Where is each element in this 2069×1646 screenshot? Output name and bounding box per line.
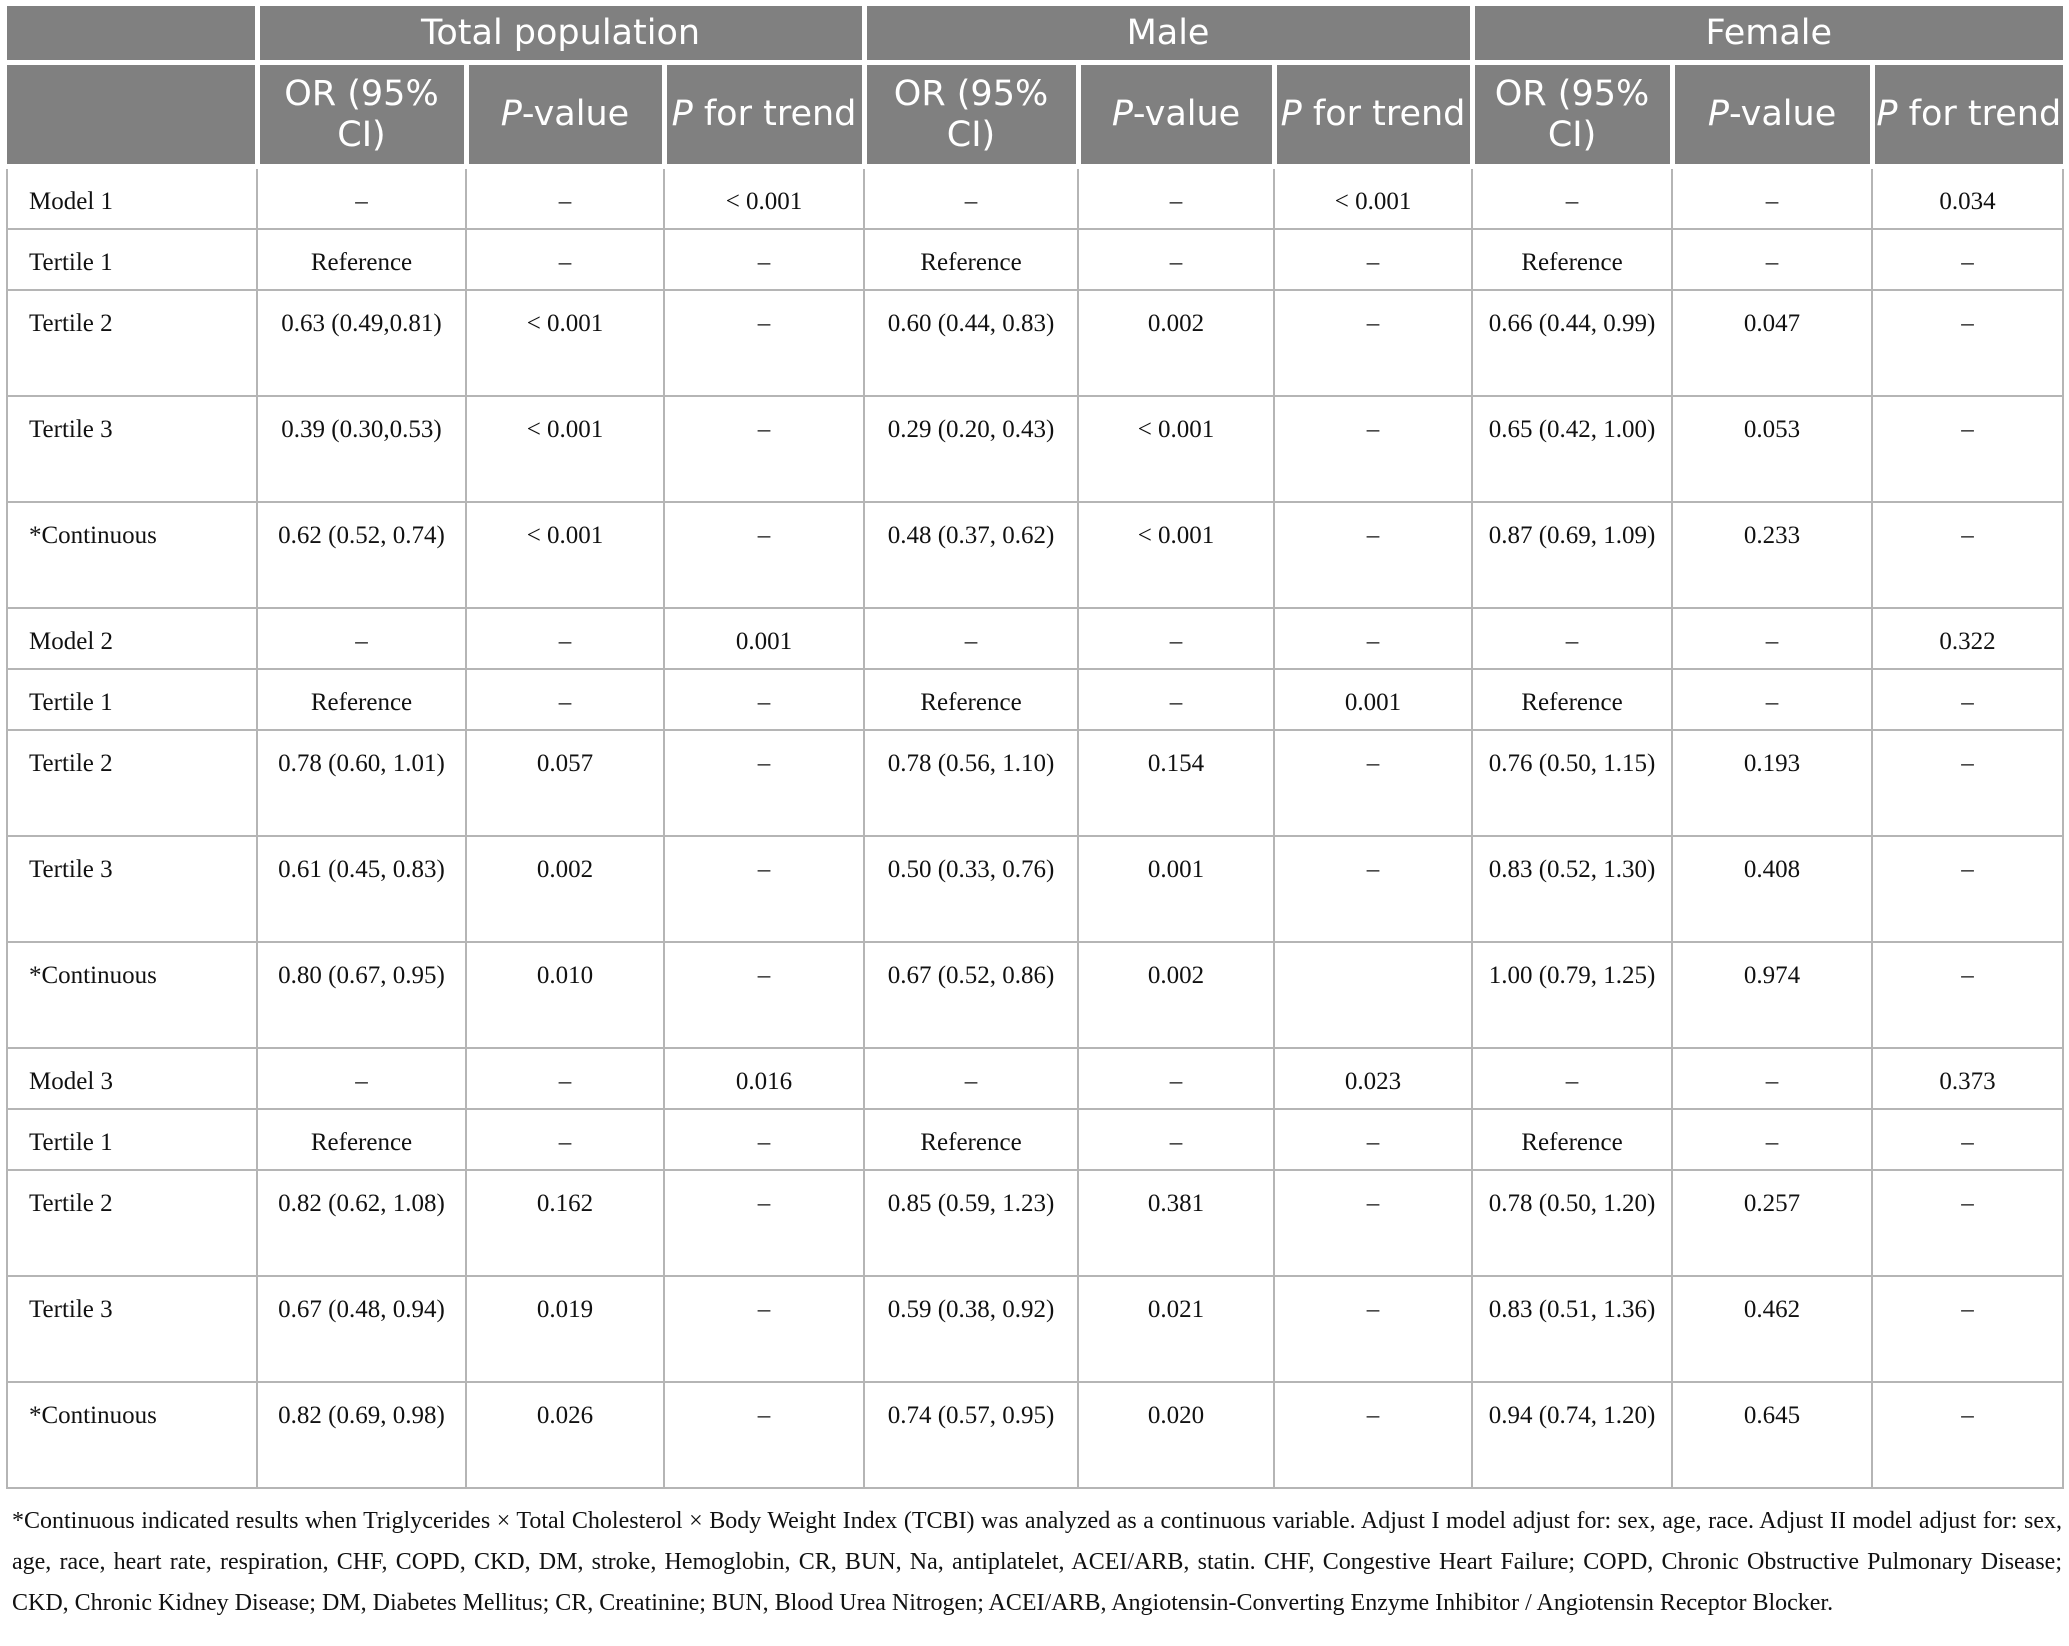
table-cell: 0.002: [466, 836, 664, 942]
table-cell: 0.74 (0.57, 0.95): [864, 1382, 1078, 1488]
table-cell: –: [1274, 229, 1472, 290]
subheader-row: [7, 63, 2063, 167]
table-cell: –: [664, 836, 864, 942]
table-cell: 0.974: [1672, 942, 1872, 1048]
subheader-line: OR (95%: [1494, 73, 1650, 114]
table-cell: –: [664, 502, 864, 608]
table-cell: –: [1872, 396, 2063, 502]
table-body: [7, 167, 2063, 1489]
table-cell: 0.047: [1672, 290, 1872, 396]
table-cell: –: [466, 608, 664, 669]
table-cell: 0.48 (0.37, 0.62): [864, 502, 1078, 608]
table-cell: –: [1274, 836, 1472, 942]
table-cell: 0.023: [1274, 1048, 1472, 1109]
table-cell: < 0.001: [1078, 502, 1274, 608]
subheader-line: CI): [946, 114, 996, 155]
table-cell: 0.010: [466, 942, 664, 1048]
table-cell: 0.82 (0.62, 1.08): [257, 1170, 466, 1276]
header-corner: [7, 6, 257, 63]
table-cell: –: [1472, 167, 1672, 230]
table-cell: 0.59 (0.38, 0.92): [864, 1276, 1078, 1382]
table-row: [7, 229, 2063, 290]
table-cell: 0.83 (0.51, 1.36): [1472, 1276, 1672, 1382]
subheader-p-value-1: [1078, 63, 1274, 167]
table-row: [7, 290, 2063, 396]
table-cell: 0.462: [1672, 1276, 1872, 1382]
table-row: [7, 836, 2063, 942]
table-cell: –: [1078, 1109, 1274, 1170]
subheader-rest: -value: [521, 94, 630, 134]
table-cell: –: [1274, 396, 1472, 502]
table-cell: 0.85 (0.59, 1.23): [864, 1170, 1078, 1276]
table-cell: –: [1872, 1170, 2063, 1276]
table-row: [7, 1048, 2063, 1109]
table-cell: Reference: [257, 669, 466, 730]
table-cell: –: [1472, 1048, 1672, 1109]
subheader-p-value-0: [466, 63, 664, 167]
group-header-female: Female: [1472, 6, 2063, 63]
table-cell: 0.322: [1872, 608, 2063, 669]
row-label: Model 3: [7, 1048, 257, 1109]
table-cell: 0.373: [1872, 1048, 2063, 1109]
table-cell: –: [664, 396, 864, 502]
row-label: Model 1: [7, 167, 257, 230]
row-label: Tertile 3: [7, 836, 257, 942]
table-cell: –: [1872, 730, 2063, 836]
table-cell: –: [1672, 608, 1872, 669]
table-cell: < 0.001: [466, 502, 664, 608]
table-cell: –: [664, 1109, 864, 1170]
subheader-rest: for trend: [1897, 94, 2062, 134]
table-cell: Reference: [1472, 1109, 1672, 1170]
table-footnote: *Continuous indicated results when Triglycerides × Total Cholesterol × Body Weight Index (TCBI) was analyzed as a continuous variable. Adjust I model adjust for: sex, age, race. Adjust II model adjust for: sex, age, race, heart rate, respiration, CHF, COPD, CKD, DM, stroke, Hemoglobin, CR, BUN, Na, antiplatelet, ACEI/ARB, statin. CHF, Congestive Heart Failure; COPD, Chronic Obstructive Pulmonary Disease; CKD, Chronic Kidney Disease; DM, Diabetes Mellitus; CR, Creatinine; BUN, Blood Urea Nitrogen; ACEI/ARB, Angiotensin-Converting Enzyme Inhibitor / Angiotensin Receptor Blocker.: [12, 1508, 2062, 1616]
table-cell: –: [1274, 502, 1472, 608]
table-cell: –: [664, 942, 864, 1048]
table-cell: –: [1078, 229, 1274, 290]
row-label: Tertile 1: [7, 669, 257, 730]
table-cell: Reference: [1472, 669, 1672, 730]
subheader-italic-p: P: [500, 94, 522, 134]
table-cell: 0.019: [466, 1276, 664, 1382]
table-cell: –: [1872, 942, 2063, 1048]
subheader-italic-p: P: [1280, 94, 1302, 134]
table-cell: –: [1872, 1382, 2063, 1488]
table-cell: 0.034: [1872, 167, 2063, 230]
table-cell: 0.50 (0.33, 0.76): [864, 836, 1078, 942]
table-cell: –: [864, 1048, 1078, 1109]
table-cell: 0.66 (0.44, 0.99): [1472, 290, 1672, 396]
row-label: Tertile 2: [7, 730, 257, 836]
row-label: Tertile 1: [7, 229, 257, 290]
subheader-or-ci-0: [257, 63, 466, 167]
table-cell: < 0.001: [1274, 167, 1472, 230]
table-cell: –: [1274, 730, 1472, 836]
subheader-or-ci-2: [1472, 63, 1672, 167]
table-cell: 0.67 (0.48, 0.94): [257, 1276, 466, 1382]
table-cell: –: [864, 167, 1078, 230]
table-cell: 0.62 (0.52, 0.74): [257, 502, 466, 608]
table-row: [7, 396, 2063, 502]
table-cell: 0.78 (0.56, 1.10): [864, 730, 1078, 836]
row-label: Tertile 2: [7, 1170, 257, 1276]
subheader-italic-p: P: [1876, 94, 1898, 134]
table-cell: 0.001: [1274, 669, 1472, 730]
table-cell: Reference: [864, 1109, 1078, 1170]
table-cell: 0.61 (0.45, 0.83): [257, 836, 466, 942]
table-cell: < 0.001: [664, 167, 864, 230]
table-cell: 0.63 (0.49,0.81): [257, 290, 466, 396]
table-cell: –: [864, 608, 1078, 669]
subheader-line: CI): [1547, 114, 1597, 155]
table-cell: –: [466, 167, 664, 230]
table-cell: –: [664, 669, 864, 730]
subheader-italic-p: P: [1707, 94, 1729, 134]
table-cell: –: [664, 1170, 864, 1276]
table-cell: 0.78 (0.50, 1.20): [1472, 1170, 1672, 1276]
table-cell: –: [1078, 608, 1274, 669]
row-label: *Continuous: [7, 942, 257, 1048]
table-cell: Reference: [257, 1109, 466, 1170]
table-cell: Reference: [1472, 229, 1672, 290]
table-cell: –: [1672, 1109, 1872, 1170]
table-cell: 0.29 (0.20, 0.43): [864, 396, 1078, 502]
table-cell: < 0.001: [466, 396, 664, 502]
table-row: [7, 167, 2063, 230]
table-cell: 0.67 (0.52, 0.86): [864, 942, 1078, 1048]
table-cell: –: [1274, 1170, 1472, 1276]
table-cell: 0.78 (0.60, 1.01): [257, 730, 466, 836]
table-cell: Reference: [864, 669, 1078, 730]
table-container: [6, 6, 2062, 1489]
table-cell: –: [257, 167, 466, 230]
group-header-total: Total population: [257, 6, 864, 63]
table-cell: –: [1274, 290, 1472, 396]
row-label: Model 2: [7, 608, 257, 669]
table-cell: 0.83 (0.52, 1.30): [1472, 836, 1672, 942]
table-cell: –: [1672, 669, 1872, 730]
subheader-corner: [7, 63, 257, 167]
table-cell: –: [664, 290, 864, 396]
table-cell: 0.162: [466, 1170, 664, 1276]
table-cell: –: [1672, 167, 1872, 230]
table-cell: [1274, 942, 1472, 1048]
table-cell: 1.00 (0.79, 1.25): [1472, 942, 1672, 1048]
table-cell: –: [1872, 669, 2063, 730]
table-cell: Reference: [257, 229, 466, 290]
subheader-rest: -value: [1132, 94, 1241, 134]
table-cell: 0.80 (0.67, 0.95): [257, 942, 466, 1048]
table-cell: 0.002: [1078, 942, 1274, 1048]
table-cell: –: [1274, 1276, 1472, 1382]
table-cell: –: [1672, 1048, 1872, 1109]
table-cell: 0.053: [1672, 396, 1872, 502]
subheader-italic-p: P: [1111, 94, 1133, 134]
table-row: [7, 1109, 2063, 1170]
table-cell: –: [1078, 167, 1274, 230]
subheader-rest: for trend: [692, 94, 857, 134]
table-cell: 0.65 (0.42, 1.00): [1472, 396, 1672, 502]
table-header: [7, 6, 2063, 167]
table-cell: –: [1872, 502, 2063, 608]
table-cell: 0.016: [664, 1048, 864, 1109]
row-label: *Continuous: [7, 1382, 257, 1488]
table-row: [7, 608, 2063, 669]
table-cell: –: [1872, 1276, 2063, 1382]
table-cell: –: [466, 669, 664, 730]
row-label: *Continuous: [7, 502, 257, 608]
table-cell: 0.257: [1672, 1170, 1872, 1276]
table-cell: 0.87 (0.69, 1.09): [1472, 502, 1672, 608]
table-cell: –: [1274, 608, 1472, 669]
subheader-or-ci-1: [864, 63, 1078, 167]
table-cell: 0.001: [664, 608, 864, 669]
subheader-p-value-2: [1672, 63, 1872, 167]
table-cell: 0.193: [1672, 730, 1872, 836]
table-cell: –: [664, 1382, 864, 1488]
table-cell: –: [664, 1276, 864, 1382]
row-label: Tertile 2: [7, 290, 257, 396]
table-cell: 0.057: [466, 730, 664, 836]
table-cell: –: [1672, 229, 1872, 290]
row-label: Tertile 3: [7, 396, 257, 502]
subheader-line: OR (95%: [893, 73, 1049, 114]
table-cell: –: [257, 608, 466, 669]
subheader-rest: for trend: [1301, 94, 1466, 134]
table-cell: 0.002: [1078, 290, 1274, 396]
subheader-rest: -value: [1728, 94, 1837, 134]
row-label: Tertile 3: [7, 1276, 257, 1382]
subheader-line: OR (95%: [284, 73, 439, 114]
table-cell: < 0.001: [466, 290, 664, 396]
table-cell: –: [1872, 1109, 2063, 1170]
table-cell: –: [1872, 229, 2063, 290]
table-cell: –: [1274, 1109, 1472, 1170]
table-cell: –: [466, 229, 664, 290]
table-cell: –: [664, 229, 864, 290]
group-header-male: Male: [864, 6, 1472, 63]
subheader-p-trend-1: [1274, 63, 1472, 167]
table-row: [7, 1170, 2063, 1276]
row-label: Tertile 1: [7, 1109, 257, 1170]
table-row: [7, 669, 2063, 730]
table-cell: < 0.001: [1078, 396, 1274, 502]
results-table: [6, 6, 2064, 1489]
table-cell: 0.645: [1672, 1382, 1872, 1488]
table-cell: 0.021: [1078, 1276, 1274, 1382]
table-cell: –: [1872, 290, 2063, 396]
table-cell: –: [1872, 836, 2063, 942]
table-cell: –: [1078, 1048, 1274, 1109]
table-cell: 0.82 (0.69, 0.98): [257, 1382, 466, 1488]
table-cell: 0.020: [1078, 1382, 1274, 1488]
table-cell: 0.76 (0.50, 1.15): [1472, 730, 1672, 836]
table-cell: 0.60 (0.44, 0.83): [864, 290, 1078, 396]
subheader-p-trend-0: [664, 63, 864, 167]
table-cell: 0.39 (0.30,0.53): [257, 396, 466, 502]
table-cell: –: [1472, 608, 1672, 669]
subheader-line: CI): [337, 114, 386, 155]
table-cell: 0.026: [466, 1382, 664, 1488]
subheader-italic-p: P: [671, 94, 693, 134]
table-row: [7, 502, 2063, 608]
table-cell: –: [466, 1109, 664, 1170]
table-cell: 0.408: [1672, 836, 1872, 942]
table-row: [7, 1276, 2063, 1382]
table-cell: –: [1274, 1382, 1472, 1488]
table-cell: 0.233: [1672, 502, 1872, 608]
table-cell: 0.381: [1078, 1170, 1274, 1276]
table-cell: 0.001: [1078, 836, 1274, 942]
table-cell: –: [257, 1048, 466, 1109]
table-row: [7, 942, 2063, 1048]
table-cell: 0.94 (0.74, 1.20): [1472, 1382, 1672, 1488]
table-cell: 0.154: [1078, 730, 1274, 836]
table-cell: –: [664, 730, 864, 836]
subheader-p-trend-2: [1872, 63, 2063, 167]
table-cell: –: [466, 1048, 664, 1109]
table-row: [7, 730, 2063, 836]
table-cell: Reference: [864, 229, 1078, 290]
table-cell: –: [1078, 669, 1274, 730]
table-row: [7, 1382, 2063, 1488]
